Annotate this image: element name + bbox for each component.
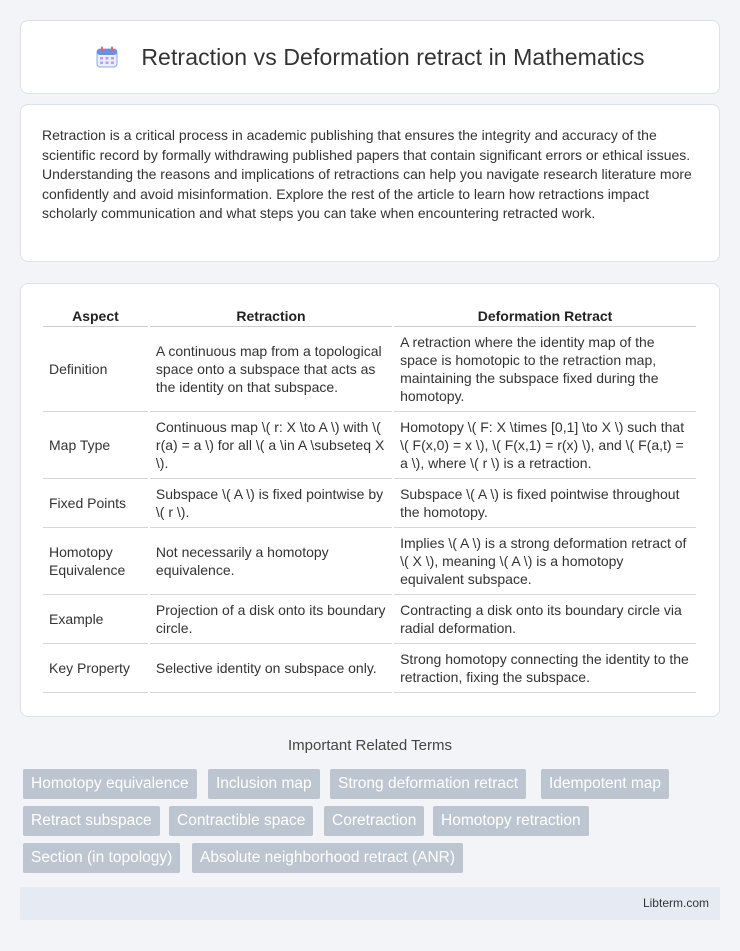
header-deformation: Deformation Retract xyxy=(394,304,696,327)
footer-link[interactable]: Libterm.com xyxy=(642,896,709,910)
cell-retraction: Continuous map \( r: X \to A \) with \( r(a) = a \) for all \( a \in A \subseteq X \). xyxy=(150,412,392,479)
calendar-icon xyxy=(95,45,119,69)
table-row xyxy=(43,412,696,479)
comparison-table-card xyxy=(20,283,720,717)
cell-deformation: Contracting a disk onto its boundary circle via radial deformation. xyxy=(394,595,696,644)
term-tag[interactable]: Contractible space xyxy=(169,806,313,836)
cell-retraction: Not necessarily a homotopy equivalence. xyxy=(150,528,392,595)
table-row xyxy=(43,479,696,528)
cell-retraction: Subspace \( A \) is fixed pointwise by \( r \). xyxy=(150,479,392,528)
related-terms-title: Important Related Terms xyxy=(288,737,452,754)
table-row xyxy=(43,595,696,644)
cell-aspect: Fixed Points xyxy=(43,479,148,528)
cell-retraction: Projection of a disk onto its boundary circle. xyxy=(150,595,392,644)
cell-retraction: Selective identity on subspace only. xyxy=(150,644,392,693)
term-tag[interactable]: Inclusion map xyxy=(208,769,320,799)
term-tag[interactable]: Homotopy retraction xyxy=(433,806,589,836)
cell-deformation: A retraction where the identity map of the space is homotopic to the retraction map, maintaining the subspace fixed during the homotopy. xyxy=(394,327,696,412)
table-header-row xyxy=(43,304,696,327)
cell-aspect: Map Type xyxy=(43,412,148,479)
cell-deformation: Strong homotopy connecting the identity to the retraction, fixing the subspace. xyxy=(394,644,696,693)
cell-deformation: Homotopy \( F: X \times [0,1] \to X \) such that \( F(x,0) = x \), \( F(x,1) = r(x) \), and \( F(a,t) = a \), where \( r \) is a retraction. xyxy=(394,412,696,479)
cell-aspect: Definition xyxy=(43,327,148,412)
page-title: Retraction vs Deformation retract in Mathematics xyxy=(141,43,645,70)
cell-aspect: Homotopy Equivalence xyxy=(43,528,148,595)
cell-deformation: Implies \( A \) is a strong deformation retract of \( X \), meaning \( A \) is a homotopy equivalent subspace. xyxy=(394,528,696,595)
intro-text: Retraction is a critical process in academic publishing that ensures the integrity and accuracy of the scientific record by formally withdrawing published papers that contain significant errors or ethical issues. Understanding the reasons and implications of retractions can help you navigate research literature more confidently and avoid misinformation. Explore the rest of the article to learn how retractions impact scholarly communication and what steps you can take when encountering retracted work. xyxy=(42,127,692,221)
comparison-table xyxy=(41,304,698,693)
cell-deformation: Subspace \( A \) is fixed pointwise throughout the homotopy. xyxy=(394,479,696,528)
term-tag[interactable]: Retract subspace xyxy=(23,806,160,836)
footer xyxy=(20,887,720,920)
table-row xyxy=(43,327,696,412)
term-tag[interactable]: Coretraction xyxy=(324,806,424,836)
table-row xyxy=(43,528,696,595)
intro-card xyxy=(20,104,720,262)
term-tag[interactable]: Strong deformation retract xyxy=(330,769,526,799)
term-tag[interactable]: Idempotent map xyxy=(541,769,669,799)
cell-aspect: Key Property xyxy=(43,644,148,693)
term-tag[interactable]: Section (in topology) xyxy=(23,843,180,873)
cell-retraction: A continuous map from a topological space onto a subspace that acts as the identity on that subspace. xyxy=(150,327,392,412)
title-card xyxy=(20,20,720,94)
header-aspect: Aspect xyxy=(43,304,148,327)
header-retraction: Retraction xyxy=(150,304,392,327)
cell-aspect: Example xyxy=(43,595,148,644)
term-tag[interactable]: Homotopy equivalence xyxy=(23,769,197,799)
table-row xyxy=(43,644,696,693)
term-tag[interactable]: Absolute neighborhood retract (ANR) xyxy=(192,843,463,873)
